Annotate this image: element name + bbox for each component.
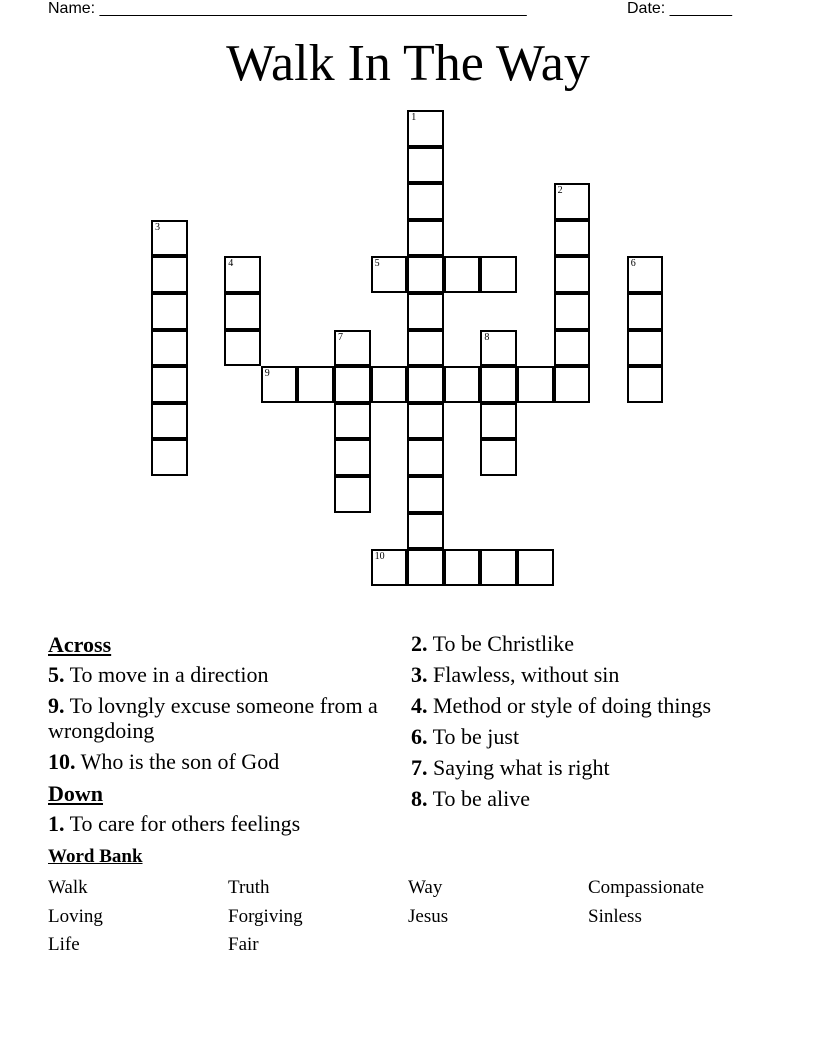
clue-text: Saying what is right bbox=[427, 755, 610, 780]
cell-number: 10 bbox=[374, 551, 385, 563]
crossword-cell[interactable] bbox=[407, 403, 444, 440]
crossword-cell[interactable] bbox=[554, 330, 591, 367]
cell-number: 8 bbox=[484, 331, 490, 343]
crossword-cell[interactable] bbox=[517, 549, 554, 586]
crossword-cell[interactable] bbox=[407, 183, 444, 220]
clue-text: To be just bbox=[427, 724, 520, 749]
clue-number: 1. bbox=[48, 811, 65, 836]
crossword-cell[interactable] bbox=[407, 293, 444, 330]
clue-text: To be Christlike bbox=[427, 631, 575, 656]
crossword-cell[interactable] bbox=[444, 549, 481, 586]
date-field[interactable]: Date: _______ bbox=[627, 0, 732, 17]
word-bank-title: Word Bank bbox=[48, 846, 143, 867]
page-title: Walk In The Way bbox=[226, 35, 590, 92]
crossword-cell[interactable] bbox=[407, 147, 444, 184]
crossword-cell[interactable] bbox=[554, 293, 591, 330]
clue-number: 7. bbox=[411, 755, 428, 780]
crossword-cell[interactable] bbox=[371, 366, 408, 403]
crossword-cell[interactable] bbox=[480, 330, 517, 367]
crossword-cell[interactable] bbox=[334, 366, 371, 403]
crossword-cell[interactable] bbox=[444, 366, 481, 403]
clues-left-column bbox=[48, 631, 378, 842]
clue-text: To move in a direction bbox=[64, 662, 269, 687]
crossword-cell[interactable] bbox=[371, 256, 408, 293]
cell-number: 4 bbox=[228, 258, 234, 270]
clue-down-1 bbox=[48, 811, 378, 836]
clue-down-2 bbox=[411, 631, 731, 656]
cell-number: 6 bbox=[630, 258, 636, 270]
crossword-cell[interactable] bbox=[151, 439, 188, 476]
clue-number: 4. bbox=[411, 693, 428, 718]
crossword-cell[interactable] bbox=[407, 256, 444, 293]
clue-number: 6. bbox=[411, 724, 428, 749]
clue-down-4 bbox=[411, 693, 731, 718]
crossword-cell[interactable] bbox=[627, 366, 664, 403]
word-bank-item: Sinless bbox=[588, 905, 642, 927]
clue-across-5 bbox=[48, 662, 378, 687]
crossword-cell[interactable] bbox=[554, 183, 591, 220]
crossword-cell[interactable] bbox=[151, 330, 188, 367]
clue-number: 8. bbox=[411, 786, 428, 811]
word-bank-item: Compassionate bbox=[588, 877, 705, 898]
down-heading: Down bbox=[48, 781, 104, 806]
word-bank-item: Fair bbox=[228, 934, 259, 955]
clue-text: Flawless, without sin bbox=[427, 662, 620, 687]
cell-number: 9 bbox=[264, 368, 270, 380]
clue-number: 2. bbox=[411, 631, 428, 656]
crossword-cell[interactable] bbox=[407, 330, 444, 367]
clue-down-6 bbox=[411, 724, 731, 749]
clue-down-8 bbox=[411, 786, 731, 811]
crossword-cell[interactable] bbox=[224, 293, 261, 330]
clue-text: To lovngly excuse someone from a wrongdoing bbox=[48, 693, 378, 743]
cell-number: 2 bbox=[557, 185, 563, 197]
clue-number: 9. bbox=[48, 693, 65, 718]
crossword-cell[interactable] bbox=[407, 476, 444, 513]
clue-number: 10. bbox=[48, 749, 76, 774]
crossword-cell[interactable] bbox=[151, 366, 188, 403]
crossword-cell[interactable] bbox=[224, 330, 261, 367]
clue-across-9 bbox=[48, 693, 378, 743]
crossword-cell[interactable] bbox=[627, 330, 664, 367]
cell-number: 3 bbox=[155, 221, 160, 233]
clues-right-column bbox=[411, 631, 731, 817]
across-heading: Across bbox=[48, 632, 112, 657]
word-bank bbox=[48, 874, 768, 960]
clue-number: 3. bbox=[411, 662, 428, 687]
crossword-cell[interactable] bbox=[480, 403, 517, 440]
crossword-cell[interactable] bbox=[627, 256, 664, 293]
word-bank-item: Jesus bbox=[408, 905, 449, 927]
crossword-cell[interactable] bbox=[407, 439, 444, 476]
clue-down-3 bbox=[411, 662, 731, 687]
word-bank-item: Life bbox=[48, 934, 80, 955]
crossword-cell[interactable] bbox=[297, 366, 334, 403]
clue-text: To care for others feelings bbox=[64, 811, 301, 836]
crossword-cell[interactable] bbox=[151, 293, 188, 330]
crossword-cell[interactable] bbox=[334, 330, 371, 367]
crossword-cell[interactable] bbox=[554, 256, 591, 293]
crossword-cell[interactable] bbox=[627, 293, 664, 330]
crossword-cell[interactable] bbox=[444, 256, 481, 293]
crossword-cell[interactable] bbox=[554, 220, 591, 257]
crossword-cell[interactable] bbox=[151, 403, 188, 440]
word-bank-item: Forgiving bbox=[228, 905, 303, 927]
clue-text: To be alive bbox=[427, 786, 531, 811]
word-bank-item: Way bbox=[408, 877, 443, 898]
clue-across-10 bbox=[48, 749, 378, 774]
crossword-cell[interactable] bbox=[407, 513, 444, 550]
crossword-cell[interactable] bbox=[407, 366, 444, 403]
crossword-cell[interactable] bbox=[480, 256, 517, 293]
cell-number: 1 bbox=[411, 112, 417, 123]
crossword-cell[interactable] bbox=[480, 439, 517, 476]
crossword-cell[interactable] bbox=[407, 220, 444, 257]
crossword-cell[interactable] bbox=[554, 366, 591, 403]
crossword-cell[interactable] bbox=[480, 549, 517, 586]
crossword-cell[interactable] bbox=[407, 549, 444, 586]
name-field[interactable]: Name: ________________________________________________ bbox=[48, 0, 527, 17]
crossword-cell[interactable] bbox=[151, 256, 188, 293]
crossword-cell[interactable] bbox=[261, 366, 298, 403]
crossword-cell[interactable] bbox=[334, 476, 371, 513]
cell-number: 7 bbox=[338, 331, 343, 343]
crossword-cell[interactable] bbox=[334, 439, 371, 476]
crossword-cell[interactable] bbox=[517, 366, 554, 403]
clue-down-7 bbox=[411, 755, 731, 780]
clue-number: 5. bbox=[48, 662, 65, 687]
crossword-cell[interactable] bbox=[407, 110, 444, 147]
crossword-cell[interactable] bbox=[151, 220, 188, 257]
word-bank-item: Loving bbox=[48, 905, 103, 927]
clue-text: Method or style of doing things bbox=[427, 693, 712, 718]
word-bank-item: Truth bbox=[228, 877, 270, 898]
crossword-cell[interactable] bbox=[371, 549, 408, 586]
crossword-cell[interactable] bbox=[224, 256, 261, 293]
word-bank-item: Walk bbox=[48, 877, 88, 898]
crossword-cell[interactable] bbox=[334, 403, 371, 440]
clue-text: Who is the son of God bbox=[75, 749, 280, 774]
cell-number: 5 bbox=[374, 258, 380, 270]
crossword-cell[interactable] bbox=[480, 366, 517, 403]
